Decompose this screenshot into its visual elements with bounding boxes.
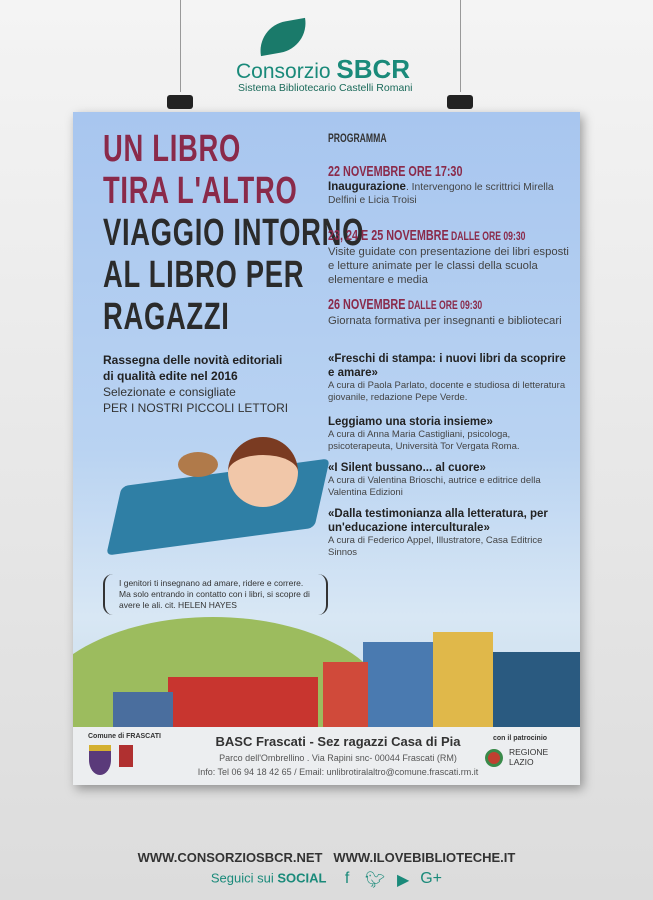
hanging-wire	[460, 0, 461, 92]
websites	[0, 850, 653, 865]
event-text: Visite guidate con presentazione dei libri esposti e letture animate per le classi della scuola elementare e media	[328, 246, 569, 286]
event-time: DALLE ORE 09:30	[405, 298, 483, 312]
intro-line: Selezionate e consigliate	[103, 385, 236, 399]
event	[328, 227, 573, 287]
regione-lazio-logo	[509, 747, 548, 767]
venue: BASC Frascati - Sez ragazzi Casa di Pia	[215, 734, 461, 749]
binder-clip-icon	[167, 95, 193, 109]
talk-title: Leggiamo una storia insieme»	[328, 416, 493, 428]
event-time: DALLE ORE 09:30	[448, 229, 526, 243]
binder-clip-icon	[447, 95, 473, 109]
talk-title: «I Silent bussano... al cuore»	[328, 462, 486, 474]
title-line: TIRA L'ALTRO	[103, 170, 298, 212]
event-title: Inaugurazione	[328, 181, 406, 193]
website-link[interactable]: WWW.ILOVEBIBLIOTECHE.IT	[333, 850, 516, 865]
talk-text: A cura di Anna Maria Castigliani, psicologa, psicoterapeuta, Università Tor Vergata Roma.	[328, 429, 520, 452]
title-line: AL LIBRO PER	[103, 254, 305, 296]
regione-text: LAZIO	[509, 757, 534, 767]
talk-text: A cura di Valentina Brioschi, autrice e editrice della Valentina Edizioni	[328, 475, 541, 498]
girl-illustration	[228, 437, 298, 507]
talk	[328, 415, 573, 453]
poster	[73, 112, 580, 785]
patrocinio-label: con il patrocinio	[493, 735, 548, 742]
twitter-icon[interactable]: 🐦︎	[364, 872, 386, 889]
google-plus-icon[interactable]: G+	[420, 870, 442, 887]
event-date: 22 NOVEMBRE ORE 17:30	[328, 163, 463, 180]
intro-line: di qualità edite nel 2016	[103, 369, 238, 383]
intro-line: Rassegna delle novità editoriali	[103, 353, 283, 367]
title-line: UN LIBRO	[103, 128, 241, 170]
talk-text: A cura di Federico Appel, Illustratore, Casa Editrice Sinnos	[328, 535, 543, 558]
event-date: 26 NOVEMBRE	[328, 296, 406, 313]
hanging-wire	[180, 0, 181, 92]
roof-illustration	[168, 677, 318, 727]
talk-title: «Dalla testimonianza alla letteratura, per un'educazione interculturale»	[328, 508, 548, 534]
logo-name: Consorzio	[236, 60, 331, 83]
event-date: 23, 24 E 25 NOVEMBRE	[328, 227, 449, 244]
talk-title: «Freschi di stampa: i nuovi libri da scoprire e amare»	[328, 353, 566, 379]
social-prefix: Seguici sui	[210, 870, 278, 886]
houses-illustration	[323, 622, 580, 727]
youtube-icon[interactable]: ▶	[396, 872, 410, 889]
event	[328, 296, 573, 328]
leaf-icon	[256, 18, 310, 56]
website-link[interactable]: WWW.CONSORZIOSBCR.NET	[137, 850, 323, 865]
social-row	[0, 870, 653, 888]
logo-bold: SBCR	[336, 54, 411, 84]
talk	[328, 352, 573, 404]
event-text: Giornata formativa per insegnanti e bibliotecari	[328, 315, 562, 327]
intro-line: PER I NOSTRI PICCOLI LETTORI	[103, 401, 289, 415]
quote: I genitori ti insegnano ad amare, ridere e correre. Ma solo entrando in contatto con i libri, si scopre di avere le ali. cit. HELEN HAYES	[103, 574, 328, 615]
title-line: RAGAZZI	[103, 296, 230, 338]
social-label: SOCIAL	[277, 870, 327, 886]
regione-lazio-emblem-icon	[485, 749, 503, 767]
house-illustration	[113, 692, 173, 727]
event-text: . Intervengono le scrittrici Mirella Delfini e Licia Troisi	[328, 182, 554, 206]
comune-label: Comune di FRASCATI	[88, 733, 161, 740]
programma-label: PROGRAMMA	[328, 131, 387, 145]
facebook-icon[interactable]: f	[344, 870, 350, 887]
title-line: VIAGGIO INTORNO	[103, 212, 365, 254]
talk-text: A cura di Paola Parlato, docente e studiosa di letteratura giovanile, redazione Pepe Verde.	[328, 380, 566, 403]
contact-info: Info: Tel 06 94 18 42 65 / Email: unlibrotiralaltro@comune.frascati.rm.it	[197, 767, 479, 777]
program-heading	[328, 130, 573, 147]
address: Parco dell'Ombrellino . Via Rapini snc- 00044 Frascati (RM)	[219, 753, 457, 763]
poster-footer	[73, 727, 580, 785]
intro	[103, 352, 288, 416]
event	[328, 163, 573, 207]
talk	[328, 507, 573, 559]
frascati-crest-icon	[89, 745, 111, 775]
biblioteca-logo-icon	[119, 745, 133, 767]
regione-text: REGIONE	[509, 747, 549, 757]
talk	[328, 461, 573, 499]
logo-subtitle: Sistema Bibliotecario Castelli Romani	[238, 82, 413, 94]
dog-illustration	[178, 452, 218, 477]
